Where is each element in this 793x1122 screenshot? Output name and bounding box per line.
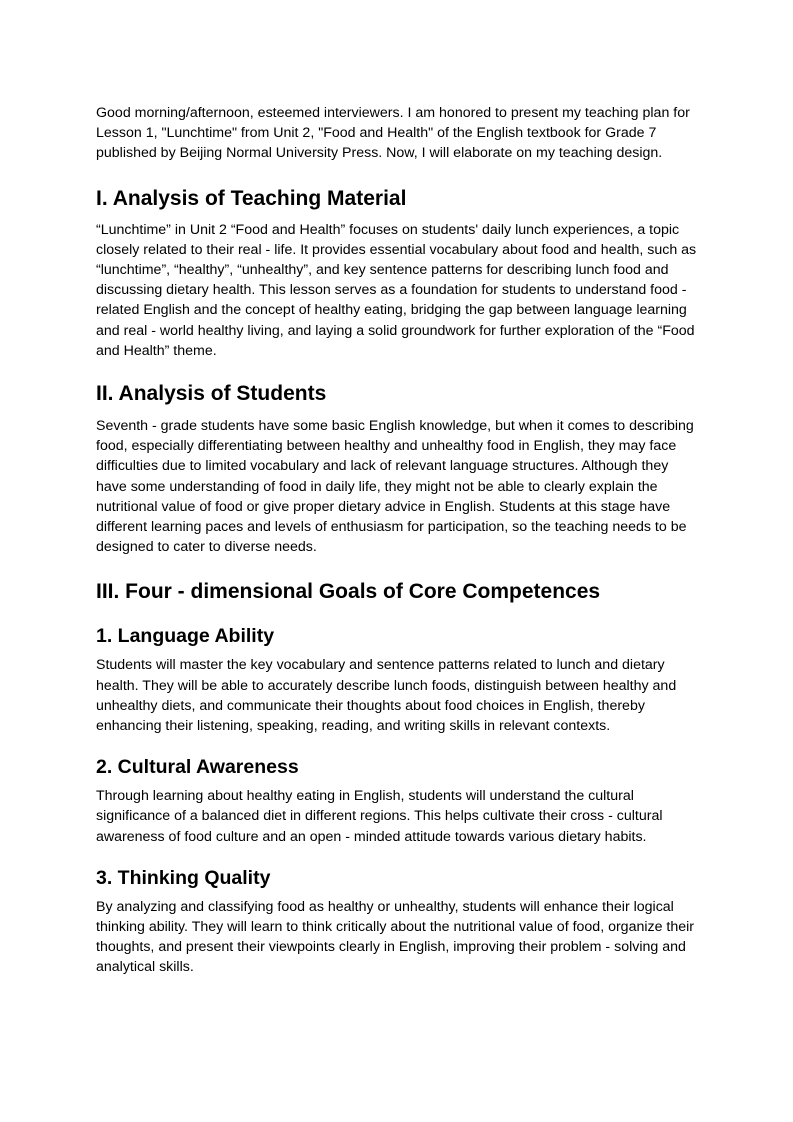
section-heading-core-competences: III. Four - dimensional Goals of Core Competences bbox=[96, 580, 601, 604]
subsection-heading-cultural-awareness: 2. Cultural Awareness bbox=[96, 756, 299, 779]
subsection-body-cultural-awareness: Through learning about healthy eating in English, students will understand the cultural significance of a balanced diet in different regions. This helps cultivate their cross - cultural awareness of food culture and an open - minded attitude towards various dietary habits. bbox=[96, 788, 663, 845]
subsection-heading-thinking-quality: 3. Thinking Quality bbox=[96, 866, 271, 889]
subsection-body-thinking-quality: By analyzing and classifying food as healthy or unhealthy, students will enhance their logical thinking ability. They will learn to think critically about the nutritional value of food, organize their thoughts, and present their viewpoints clearly in English, improving their problem - solving and analytical skills. bbox=[96, 898, 695, 976]
section-body-students: Seventh - grade students have some basic English knowledge, but when it comes to describing food, especially differentiating between healthy and unhealthy food in English, they may face difficulties due to limited vocabulary and lack of relevant language structures. Although they have some understanding of food in daily life, they might not be able to clearly explain the nutritional value of food or give proper dietary advice in English. Students at this stage have different learning paces and levels of enthusiasm for participation, so the teaching needs to be designed to cater to diverse needs. bbox=[96, 418, 694, 556]
subsection-body-language-ability: Students will master the key vocabulary and sentence patterns related to lunch and dietary health. They will be able to accurately describe lunch foods, distinguish between healthy and unhealthy diets, and communicate their thoughts about food choices in English, thereby enhancing their listening, speaking, reading, and writing skills in relevant contexts. bbox=[96, 657, 677, 735]
subsection-heading-language-ability: 1. Language Ability bbox=[96, 625, 275, 648]
section-body-teaching-material: “Lunchtime” in Unit 2 “Food and Health” focuses on students' daily lunch experiences, a topic closely related to their real - life. It provides essential vocabulary about food and health, such as “lunchtime”, “healthy”, “unhealthy”, and key sentence patterns for describing lunch food and discussing dietary health. This lesson serves as a foundation for students to understand food - related English and the concept of healthy eating, bridging the gap between language learning and real - world healthy living, and laying a solid groundwork for further exploration of the “Food and Health” theme. bbox=[96, 221, 697, 359]
section-heading-teaching-material: I. Analysis of Teaching Material bbox=[96, 186, 407, 210]
intro-paragraph: Good morning/afternoon, esteemed interviewers. I am honored to present my teaching plan for Lesson 1, "Lunchtime" from Unit 2, "Food and Health" of the English textbook for Grade 7 published by Beijing Normal University Press. Now, I will elaborate on my teaching design. bbox=[96, 105, 690, 162]
section-heading-students: II. Analysis of Students bbox=[96, 382, 327, 406]
document-page bbox=[96, 103, 700, 978]
